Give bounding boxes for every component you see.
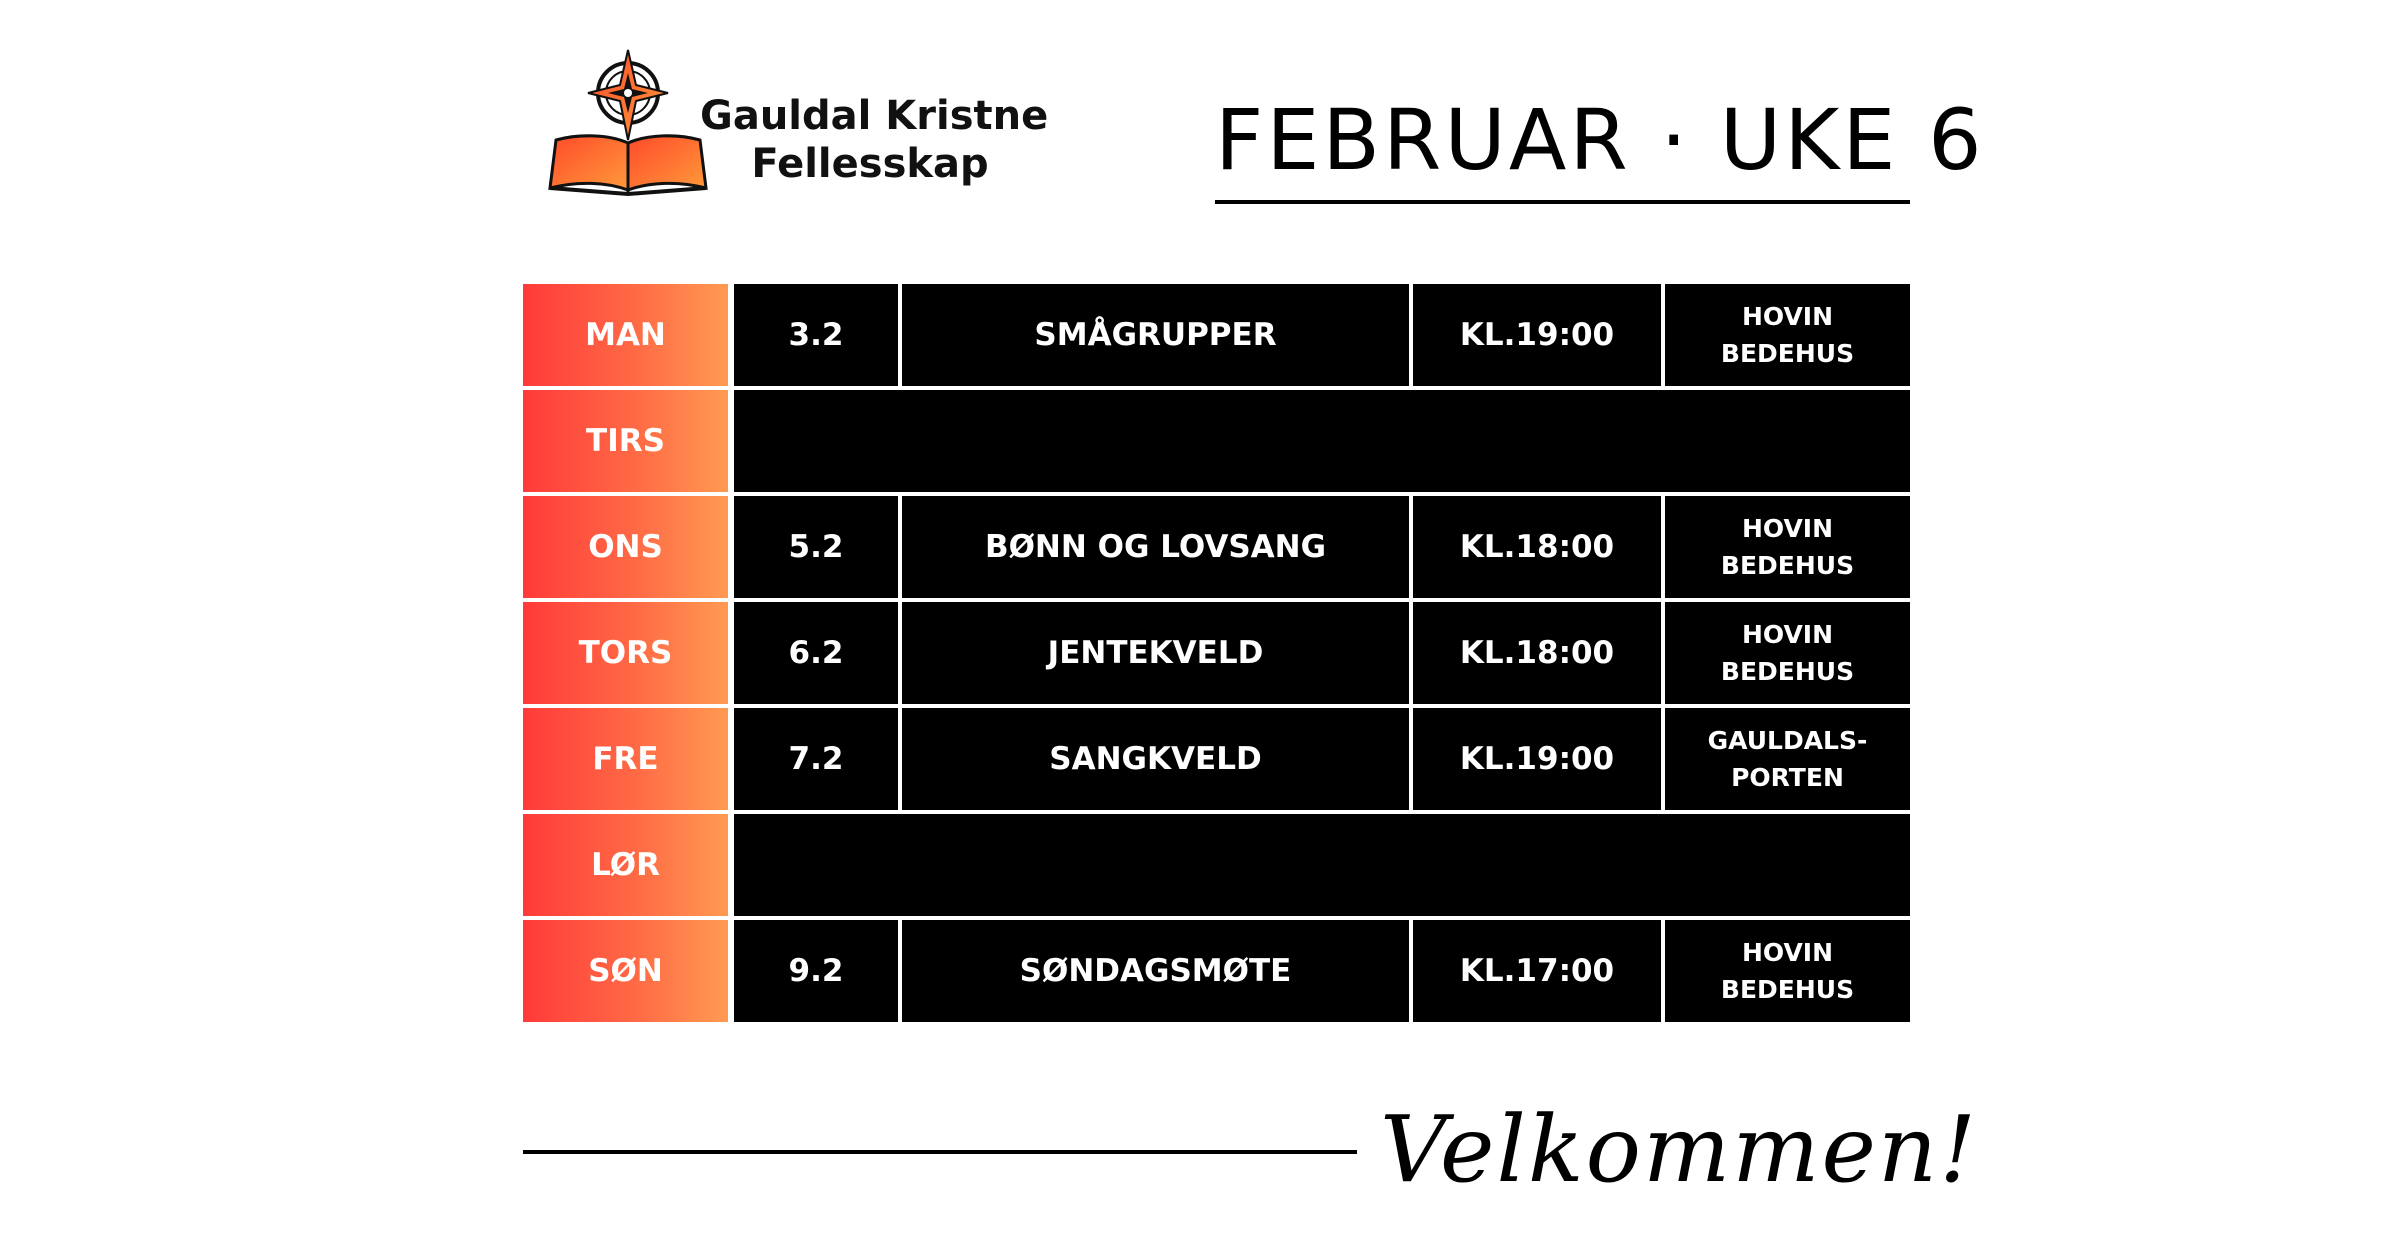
day-cell: ONS (523, 496, 728, 598)
empty-cell (734, 814, 1910, 916)
welcome-text: Velkommen! (1380, 1096, 1979, 1203)
schedule-row-man (523, 284, 1910, 386)
place-line1: HOVIN (1741, 302, 1834, 331)
place-cell (1665, 920, 1910, 1022)
schedule-row-lor (523, 814, 1910, 916)
schedule-row-tors (523, 602, 1910, 704)
day-cell: TORS (523, 602, 728, 704)
place-line2: BEDEHUS (1720, 339, 1855, 368)
schedule-row-ons (523, 496, 1910, 598)
date-cell: 7.2 (734, 708, 898, 810)
empty-cell (734, 390, 1910, 492)
title-underline (1215, 200, 1910, 204)
place-line1: HOVIN (1741, 620, 1834, 649)
time-cell: KL.19:00 (1413, 708, 1661, 810)
date-cell: 5.2 (734, 496, 898, 598)
day-cell: FRE (523, 708, 728, 810)
schedule-row-fre (523, 708, 1910, 810)
schedule-row-son (523, 920, 1910, 1022)
footer-rule (523, 1150, 1357, 1154)
event-cell: SMÅGRUPPER (902, 284, 1409, 386)
place-line2: PORTEN (1731, 763, 1844, 792)
place-line1: HOVIN (1741, 514, 1834, 543)
date-cell: 9.2 (734, 920, 898, 1022)
event-cell: JENTEKVELD (902, 602, 1409, 704)
place-line2: BEDEHUS (1720, 551, 1855, 580)
date-cell: 3.2 (734, 284, 898, 386)
date-cell: 6.2 (734, 602, 898, 704)
day-cell: MAN (523, 284, 728, 386)
schedule-row-tirs (523, 390, 1910, 492)
time-cell: KL.17:00 (1413, 920, 1661, 1022)
compass-book-logo (548, 48, 708, 198)
event-cell: SØNDAGSMØTE (902, 920, 1409, 1022)
event-cell: BØNN OG LOVSANG (902, 496, 1409, 598)
week-title: FEBRUAR · UKE 6 (1215, 91, 1985, 189)
place-line2: BEDEHUS (1720, 657, 1855, 686)
organization-name-line1: Gauldal Kristne (700, 93, 1049, 139)
time-cell: KL.18:00 (1413, 496, 1661, 598)
day-cell: LØR (523, 814, 728, 916)
day-cell: SØN (523, 920, 728, 1022)
organization-name-line2: Fellesskap (751, 141, 989, 187)
place-line1: HOVIN (1741, 938, 1834, 967)
event-cell: SANGKVELD (902, 708, 1409, 810)
place-line1: GAULDALS- (1707, 726, 1868, 755)
place-cell (1665, 708, 1910, 810)
place-cell (1665, 496, 1910, 598)
day-cell: TIRS (523, 390, 728, 492)
place-line2: BEDEHUS (1720, 975, 1855, 1004)
time-cell: KL.18:00 (1413, 602, 1661, 704)
place-cell (1665, 602, 1910, 704)
organization-name (700, 92, 1049, 188)
time-cell: KL.19:00 (1413, 284, 1661, 386)
place-cell (1665, 284, 1910, 386)
